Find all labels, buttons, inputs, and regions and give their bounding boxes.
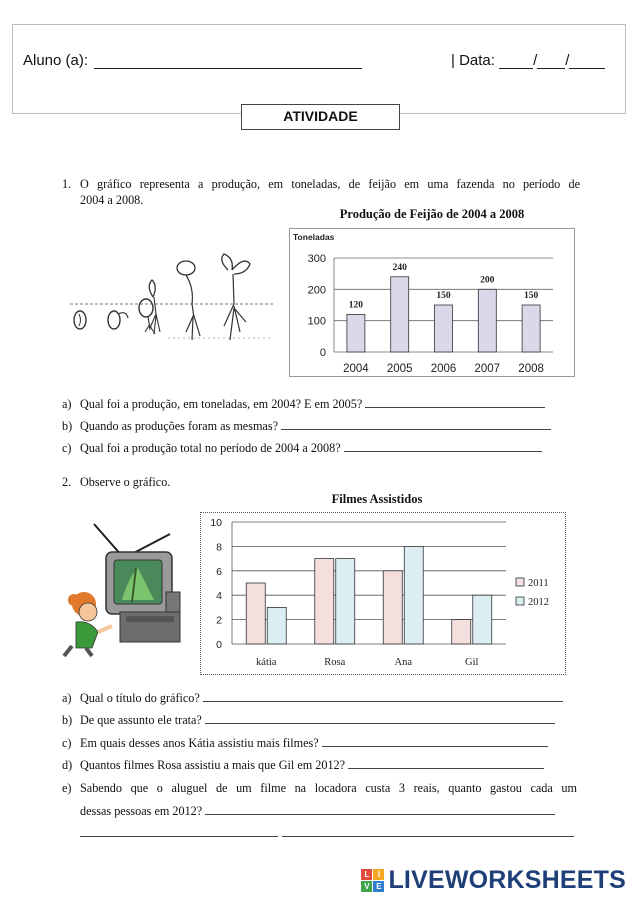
chart1-svg: [289, 228, 575, 377]
brand-name: LIVEWORKSHEETS: [388, 866, 626, 894]
activity-title: ATIVIDADE: [241, 104, 400, 130]
q2-number: 2.: [62, 475, 72, 489]
date-sep: /: [533, 52, 538, 69]
q2d-row: [80, 757, 544, 773]
student-label: Aluno (a):: [23, 52, 89, 69]
chart2-title: Filmes Assistidos: [331, 492, 423, 506]
chart2-bar-2012: [473, 595, 492, 644]
chart1-bar: [347, 314, 365, 352]
chart2-bar-2012: [336, 559, 355, 644]
chart1-bar: [478, 289, 496, 352]
q2a-answer-line[interactable]: [203, 690, 563, 702]
date-row: [451, 52, 605, 69]
liveworksheets-logo-icon: [361, 869, 384, 892]
q2d-answer-line[interactable]: [348, 757, 544, 769]
chart2-xtick-label: Gil: [465, 657, 479, 668]
q2b-row: [80, 712, 555, 728]
q1c-text: Qual foi a produção total no período de 2004 a 2008?: [80, 441, 341, 455]
date-label: | Data:: [451, 52, 495, 69]
footer-brand[interactable]: [361, 866, 626, 895]
chart1-data-label: 120: [348, 300, 364, 311]
q1-text-line2: 2004 a 2008.: [80, 193, 144, 207]
q2e-text2: dessas pessoas em 2012?: [80, 804, 203, 818]
q1-number: 1.: [62, 177, 72, 191]
q1b-text: Quando as produções foram as mesmas?: [80, 419, 278, 433]
q2-text: Observe o gráfico.: [80, 475, 171, 489]
logo-letter: I: [373, 869, 384, 880]
q1a-text: Qual foi a produção, em toneladas, em 2004? E em 2005?: [80, 397, 363, 411]
q1b-answer-line[interactable]: [281, 418, 551, 430]
chart1-data-label: 150: [436, 291, 451, 301]
chart1-data-label: 240: [392, 262, 407, 273]
chart2-ytick-label: 2: [216, 614, 222, 627]
chart2-ytick-label: 6: [216, 565, 222, 578]
q2e-row2: [80, 803, 555, 819]
chart2-bar-2011: [246, 583, 265, 644]
q1b-letter: b): [62, 419, 73, 433]
q2a-text: Qual o título do gráfico?: [80, 691, 200, 705]
header-box: [12, 24, 626, 114]
logo-letter: V: [361, 881, 372, 892]
q1c-answer-line[interactable]: [344, 440, 542, 452]
chart2-ytick-label: 4: [216, 590, 222, 603]
chart1-ylabel: Toneladas: [293, 232, 335, 242]
chart2-bar-2012: [267, 607, 286, 644]
q2c-letter: c): [62, 736, 72, 750]
bean-sprout-illustration: [68, 252, 278, 357]
chart2-xtick-label: Rosa: [324, 657, 346, 668]
chart2-bar-2011: [383, 571, 402, 644]
chart1-xtick-label: 2004: [343, 363, 369, 375]
chart2-svg: [200, 512, 566, 675]
chart2-ytick-label: 0: [216, 639, 222, 651]
student-name-field[interactable]: [94, 68, 362, 69]
chart1-xtick-label: 2008: [518, 363, 544, 375]
chart1-ytick-label: 0: [319, 347, 326, 359]
chart1-bar: [391, 277, 409, 352]
q2c-row: [80, 735, 548, 751]
chart1-xtick-label: 2006: [430, 363, 457, 375]
chart1-bar: [435, 305, 453, 352]
q2e-letter: e): [62, 781, 72, 795]
q2a-letter: a): [62, 691, 72, 705]
q2b-text: De que assunto ele trata?: [80, 713, 202, 727]
chart2-bar-2012: [404, 546, 423, 644]
chart1-title: Produção de Feijão de 2004 a 2008: [339, 207, 525, 221]
chart1-xtick-label: 2005: [386, 363, 413, 375]
chart2-ytick-label: 10: [210, 517, 222, 529]
chart1-data-label: 150: [523, 291, 539, 301]
chart2-xtick-label: kátia: [256, 657, 277, 668]
chart2-bar-2011: [452, 620, 471, 644]
date-month-field[interactable]: [537, 68, 565, 69]
logo-letter: E: [373, 881, 384, 892]
q2d-text: Quantos filmes Rosa assistiu a mais que Gil em 2012?: [80, 758, 346, 772]
chart1-data-label: 200: [480, 275, 495, 286]
chart1-bar: [522, 305, 540, 352]
q2c-text: Em quais desses anos Kátia assistiu mais filmes?: [80, 736, 319, 750]
chart2-legend-label: 2011: [528, 578, 549, 589]
q2d-letter: d): [62, 758, 73, 772]
date-year-field[interactable]: [569, 68, 605, 69]
chart2-legend-swatch: [516, 597, 524, 605]
q1a-answer-line[interactable]: [365, 396, 545, 408]
chart1-ytick-label: 300: [307, 253, 326, 265]
child-tv-illustration: [62, 520, 186, 660]
date-sep: /: [565, 52, 570, 69]
q2c-answer-line[interactable]: [322, 735, 548, 747]
student-name-row: [23, 52, 362, 69]
q2e-answer-line[interactable]: [205, 803, 555, 815]
chart2-legend-swatch: [516, 578, 524, 586]
q1-text-line1: O gráfico representa a produção, em toneladas, de feijão em uma fazenda no período de: [80, 177, 580, 191]
logo-letter: L: [361, 869, 372, 880]
q1b-row: [80, 418, 551, 434]
chart1-ytick-label: 200: [307, 284, 326, 297]
chart2-ytick-label: 8: [216, 541, 222, 554]
q1a-letter: a): [62, 397, 72, 411]
chart2-xtick-label: Ana: [394, 657, 412, 668]
chart1-ytick-label: 100: [307, 315, 326, 328]
q2a-row: [80, 690, 563, 706]
q1c-letter: c): [62, 441, 72, 455]
q2b-answer-line[interactable]: [205, 712, 555, 724]
q2b-letter: b): [62, 713, 73, 727]
q1a-row: [80, 396, 545, 412]
chart1-xtick-label: 2007: [474, 363, 501, 375]
q2e-text: Sabendo que o aluguel de um filme na locadora custa 3 reais, quanto gastou cada um: [80, 781, 577, 795]
date-day-field[interactable]: [499, 68, 533, 69]
q2e-answer-line-extra2[interactable]: [282, 826, 574, 837]
q2e-answer-line-extra1[interactable]: [80, 826, 278, 837]
q1c-row: [80, 440, 542, 456]
chart2-legend-label: 2012: [528, 597, 549, 608]
chart2-bar-2011: [315, 559, 334, 644]
